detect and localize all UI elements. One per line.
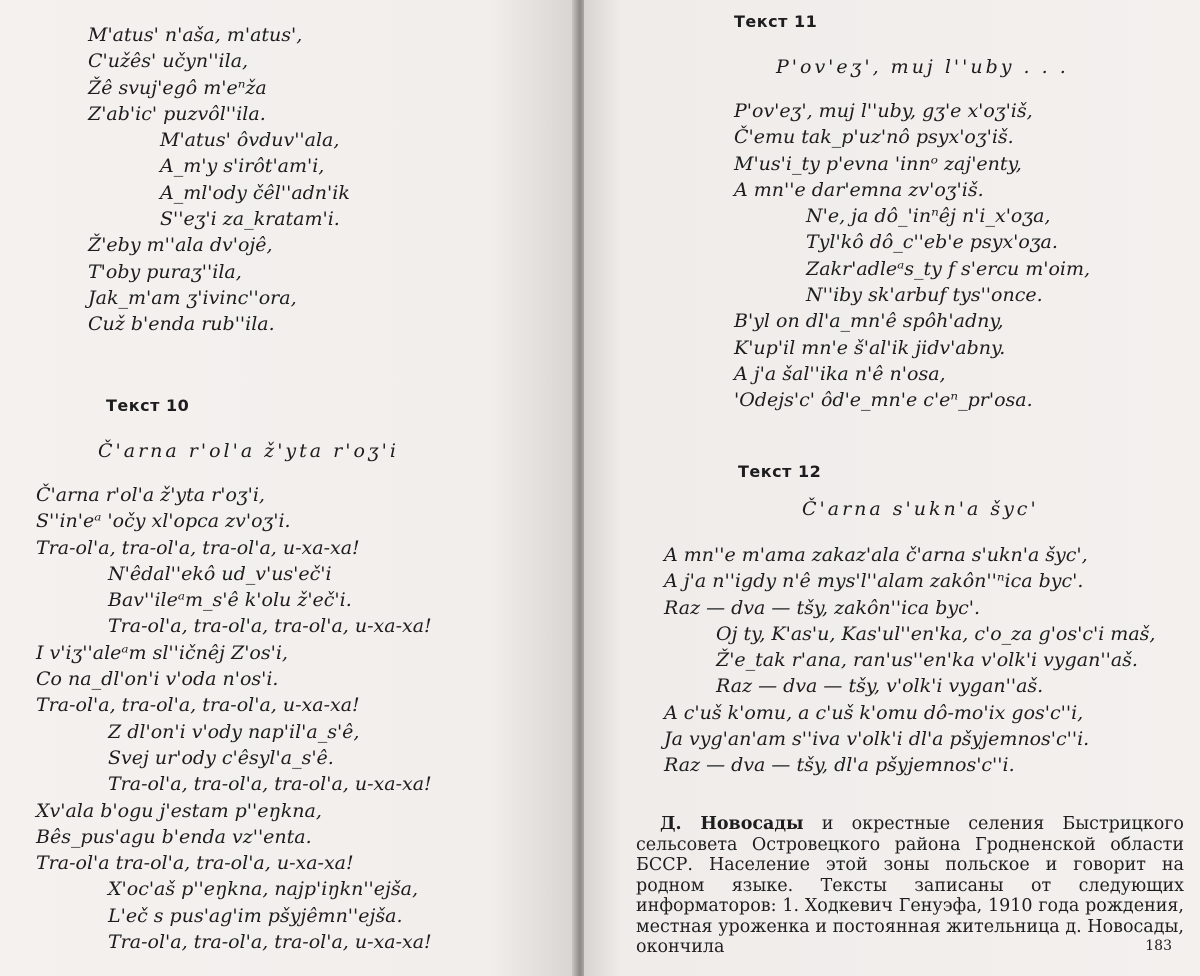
poem-line: A j'a šal''ika n'ê n'osa, xyxy=(734,362,946,385)
page-number: 183 xyxy=(1145,938,1172,954)
poem-line: X'oc'aš p''eŋkna, najp'iŋkn''ejša, xyxy=(108,878,419,901)
poem-line: Oj ty, K'as'u, Kas'ul''en'ka, c'o_za g'os'c'i maš, xyxy=(716,622,1156,645)
poem-line: A mn''e m'ama zakaz'ala č'arna s'ukn'a šyc', xyxy=(664,544,1088,566)
left-page xyxy=(0,0,576,976)
poem-line: P'ov'eʒ', muj l''uby, gʒ'e x'oʒ'iš, xyxy=(734,100,1033,122)
poem-line: Ž'e_tak r'ana, ran'us''en'ka v'olk'i vygan''aš. xyxy=(716,649,1138,672)
poem-line: N''iby sk'arbuf tys''once. xyxy=(806,284,1043,307)
poem-line: I v'iʒ''aleᵃm sl''ičnêj Z'os'i, xyxy=(36,641,288,664)
poem-line: K'up'il mn'e š'al'ik jidv'abny. xyxy=(734,336,1006,359)
poem-line: Ja vyg'an'am s''iva v'olk'i dl'a pšyjemnos'c''i. xyxy=(664,728,1090,751)
poem-line: Bês_pus'agu b'enda vz''enta. xyxy=(36,825,312,848)
text11-heading: Текст 11 xyxy=(734,12,818,31)
poem-line: Č'emu tak_p'uz'nô psyx'oʒ'iš. xyxy=(734,126,1014,149)
poem-line: N'êdal''ekô ud_v'us'eč'i xyxy=(108,562,332,585)
poem-line: Z'ab'ic' puzvôl''ila. xyxy=(88,102,266,125)
poem-line: M'us'i_ty p'evna 'innᵒ zaj'enty, xyxy=(734,152,1022,175)
poem-line: Zakr'adleᵃs_ty f s'ercu m'oim, xyxy=(806,257,1091,280)
poem-line: Jak_m'am ʒ'ivinc''ora, xyxy=(88,286,297,309)
prose-text: и окрестные селения Быстрицкого сельсовета Островецкого района Гродненской области БССР. Население этой зоны польское и говорит на родном языке. Тексты записаны от следующих информаторов: 1. Ходкевич Генуэфа, 1910 года рождения, местная уроженка и постоянная жительница д. Новосады, окончила xyxy=(636,814,1184,957)
poem-line: M'atus' n'aša, m'atus', xyxy=(88,24,303,46)
poem-line: T'oby puraʒ''ila, xyxy=(88,260,242,283)
poem-line: A_ml'ody čêl''adn'ik xyxy=(160,181,350,204)
poem-line: Tra-ol'a, tra-ol'a, tra-ol'a, u-xa-xa! xyxy=(108,773,432,796)
poem-line: Tra-ol'a, tra-ol'a, tra-ol'a, u-xa-xa! xyxy=(108,931,432,954)
poem-line: C'užês' učyn''ila, xyxy=(88,50,249,73)
poem-line: S''in'eᵃ 'očy xl'opca zv'oʒ'i. xyxy=(36,510,291,533)
poem-line: Xv'ala b'ogu j'estam p''eŋkna, xyxy=(36,799,322,822)
poem-line: Tyl'kô dô_c''eb'e psyx'oʒa. xyxy=(806,231,1058,254)
poem-line: Tra-ol'a tra-ol'a, tra-ol'a, u-xa-xa! xyxy=(36,852,354,875)
poem-line: Cuž b'enda rub''ila. xyxy=(88,313,275,336)
poem-line: N'e, ja dô_'inⁿêj n'i_x'oʒa, xyxy=(806,205,1051,228)
poem-line: Z dl'on'i v'ody nap'il'a_s'ê, xyxy=(108,720,360,743)
poem-line: L'eč s pus'ag'im pšyjêmn''ejša. xyxy=(108,904,403,927)
poem-line: A mn''e dar'emna zv'oʒ'iš. xyxy=(734,178,984,201)
text11-poem xyxy=(734,98,1090,414)
poem-top xyxy=(88,22,350,338)
prose-lead: Д. Новосады xyxy=(660,814,804,834)
text12-title: Č'arna s'ukn'a šyc' xyxy=(802,498,1039,520)
text11-title: P'ov'eʒ', muj l''uby . . . xyxy=(776,56,1069,78)
poem-line: Bav''ileᵃm_s'ê k'olu ž'eč'i. xyxy=(108,589,352,612)
poem-line: 'Odejs'c' ôd'e_mn'e c'eⁿ_pr'osa. xyxy=(734,389,1033,412)
poem-line: Raz — dva — tšy, v'olk'i vygan''aš. xyxy=(716,675,1044,698)
poem-line: Žê svuj'egô m'eⁿža xyxy=(88,76,267,99)
poem-line: M'atus' ôvduv''ala, xyxy=(160,129,340,152)
poem-line: B'yl on dl'a_mn'ê spôh'adny, xyxy=(734,310,1004,333)
poem-line: A j'a n''igdy n'ê mys'l''alam zakôn''ⁿica byc'. xyxy=(664,570,1084,593)
text10-title: Č'arna r'ol'a ž'yta r'oʒ'i xyxy=(98,440,399,462)
poem-line: Č'arna r'ol'a ž'yta r'oʒ'i, xyxy=(36,484,265,506)
text10-heading: Текст 10 xyxy=(106,396,190,415)
poem-line: Tra-ol'a, tra-ol'a, tra-ol'a, u-xa-xa! xyxy=(36,694,360,717)
poem-line: Svej ur'ody c'êsyl'a_s'ê. xyxy=(108,746,334,769)
text12-heading: Текст 12 xyxy=(738,462,822,481)
poem-line: S''eʒ'i za_kratam'i. xyxy=(160,208,340,231)
poem-line: A_m'y s'irôt'am'i, xyxy=(160,155,325,178)
poem-line: Tra-ol'a, tra-ol'a, tra-ol'a, u-xa-xa! xyxy=(36,536,360,559)
poem-line: Raz — dva — tšy, dl'a pšyjemnos'c''i. xyxy=(664,754,1015,777)
poem-line: A c'uš k'omu, a c'uš k'omu dô-mo'ix gos'c''i, xyxy=(664,701,1084,724)
poem-line: Ž'eby m''ala dv'ojê, xyxy=(88,234,273,257)
right-page xyxy=(584,0,1200,976)
poem-line: Raz — dva — tšy, zakôn''ica byc'. xyxy=(664,596,980,619)
text10-poem xyxy=(36,482,432,955)
poem-line: Co na_dl'on'i v'oda n'os'i. xyxy=(36,668,279,691)
text12-poem xyxy=(664,542,1155,779)
poem-line: Tra-ol'a, tra-ol'a, tra-ol'a, u-xa-xa! xyxy=(108,615,432,638)
prose-paragraph xyxy=(636,814,1184,958)
